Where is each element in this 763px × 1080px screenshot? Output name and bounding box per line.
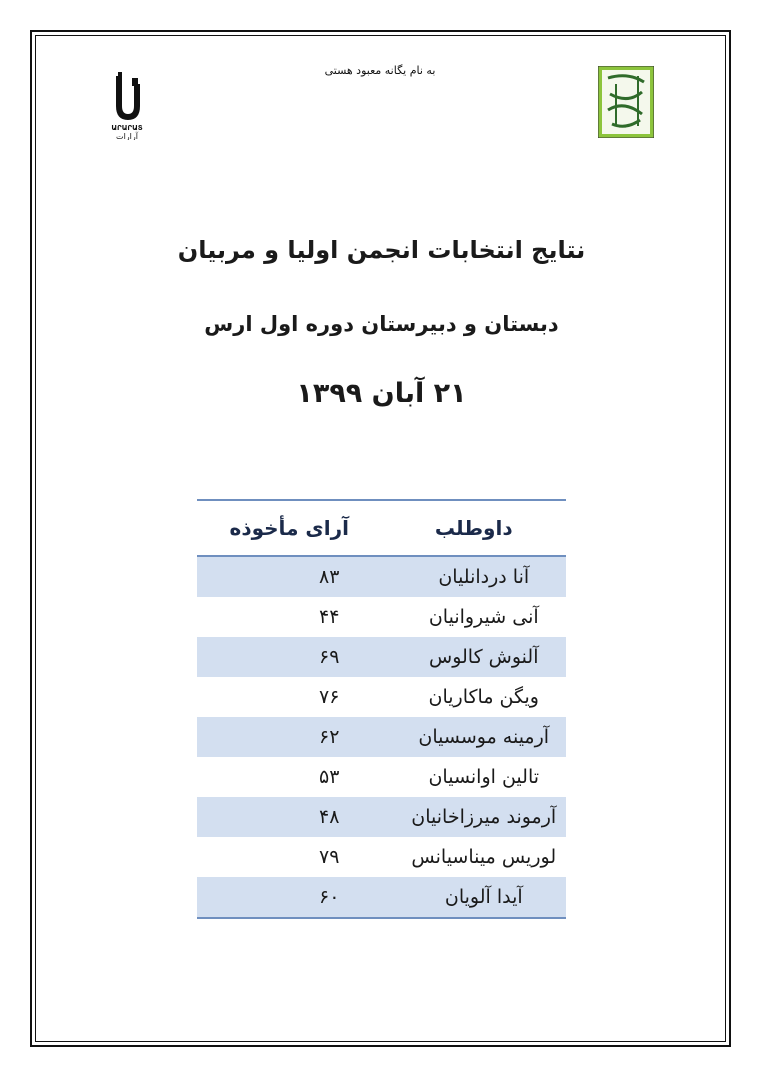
- table-header-row: [197, 500, 566, 556]
- vote-count: ۶۲: [197, 717, 382, 757]
- results-table: [197, 499, 566, 919]
- ararat-logo: [106, 70, 148, 140]
- table-row: [197, 837, 566, 877]
- election-date: ۲۱ آبان ۱۳۹۹: [296, 378, 467, 409]
- candidate-name: آنی شیروانیان: [428, 606, 539, 628]
- candidate-name: آیدا آلویان: [382, 877, 567, 918]
- candidate-column-header: داوطلب: [382, 500, 567, 556]
- vote-count: ۸۳: [197, 556, 382, 597]
- vote-count: ۵۳: [319, 766, 340, 788]
- main-title: نتایج انتخابات انجمن اولیا و مربیان: [177, 236, 586, 264]
- svg-text:ԱՐԱՐԱՏ: ԱՐԱՐԱՏ: [111, 124, 143, 132]
- vote-count: ۷۶: [319, 686, 340, 708]
- candidate-name: لوریس میناسیانس: [411, 846, 557, 868]
- table-row: [197, 797, 566, 837]
- votes-column-header: آرای مأخوذه: [197, 500, 382, 556]
- candidate-name: آنا دردانلیان: [382, 556, 567, 597]
- candidate-name: آرموند میرزاخانیان: [382, 797, 567, 837]
- vote-count: ۶۹: [197, 637, 382, 677]
- vote-count: ۶۰: [197, 877, 382, 918]
- table-row: [197, 677, 566, 717]
- vote-count: ۴۴: [319, 606, 340, 628]
- table-row: [197, 597, 566, 637]
- vote-count: ۴۸: [197, 797, 382, 837]
- cooperative-logo: [598, 66, 654, 138]
- svg-text:آرارات: آرارات: [116, 132, 138, 140]
- candidate-name: تالین اوانسیان: [428, 766, 540, 788]
- school-subtitle: دبستان و دبیرستان دوره اول ارس: [204, 312, 559, 336]
- vote-count: ۷۹: [319, 846, 340, 868]
- table-row: [197, 757, 566, 797]
- header-invocation: به نام یگانه معبود هستی: [324, 64, 436, 77]
- candidate-name: ویگن ماکاریان: [428, 686, 539, 708]
- candidate-name: آرمینه موسسیان: [382, 717, 567, 757]
- table-row: [197, 556, 566, 597]
- table-row: [197, 717, 566, 757]
- table-row: [197, 637, 566, 677]
- table-row: [197, 877, 566, 918]
- candidate-name: آلنوش کالوس: [382, 637, 567, 677]
